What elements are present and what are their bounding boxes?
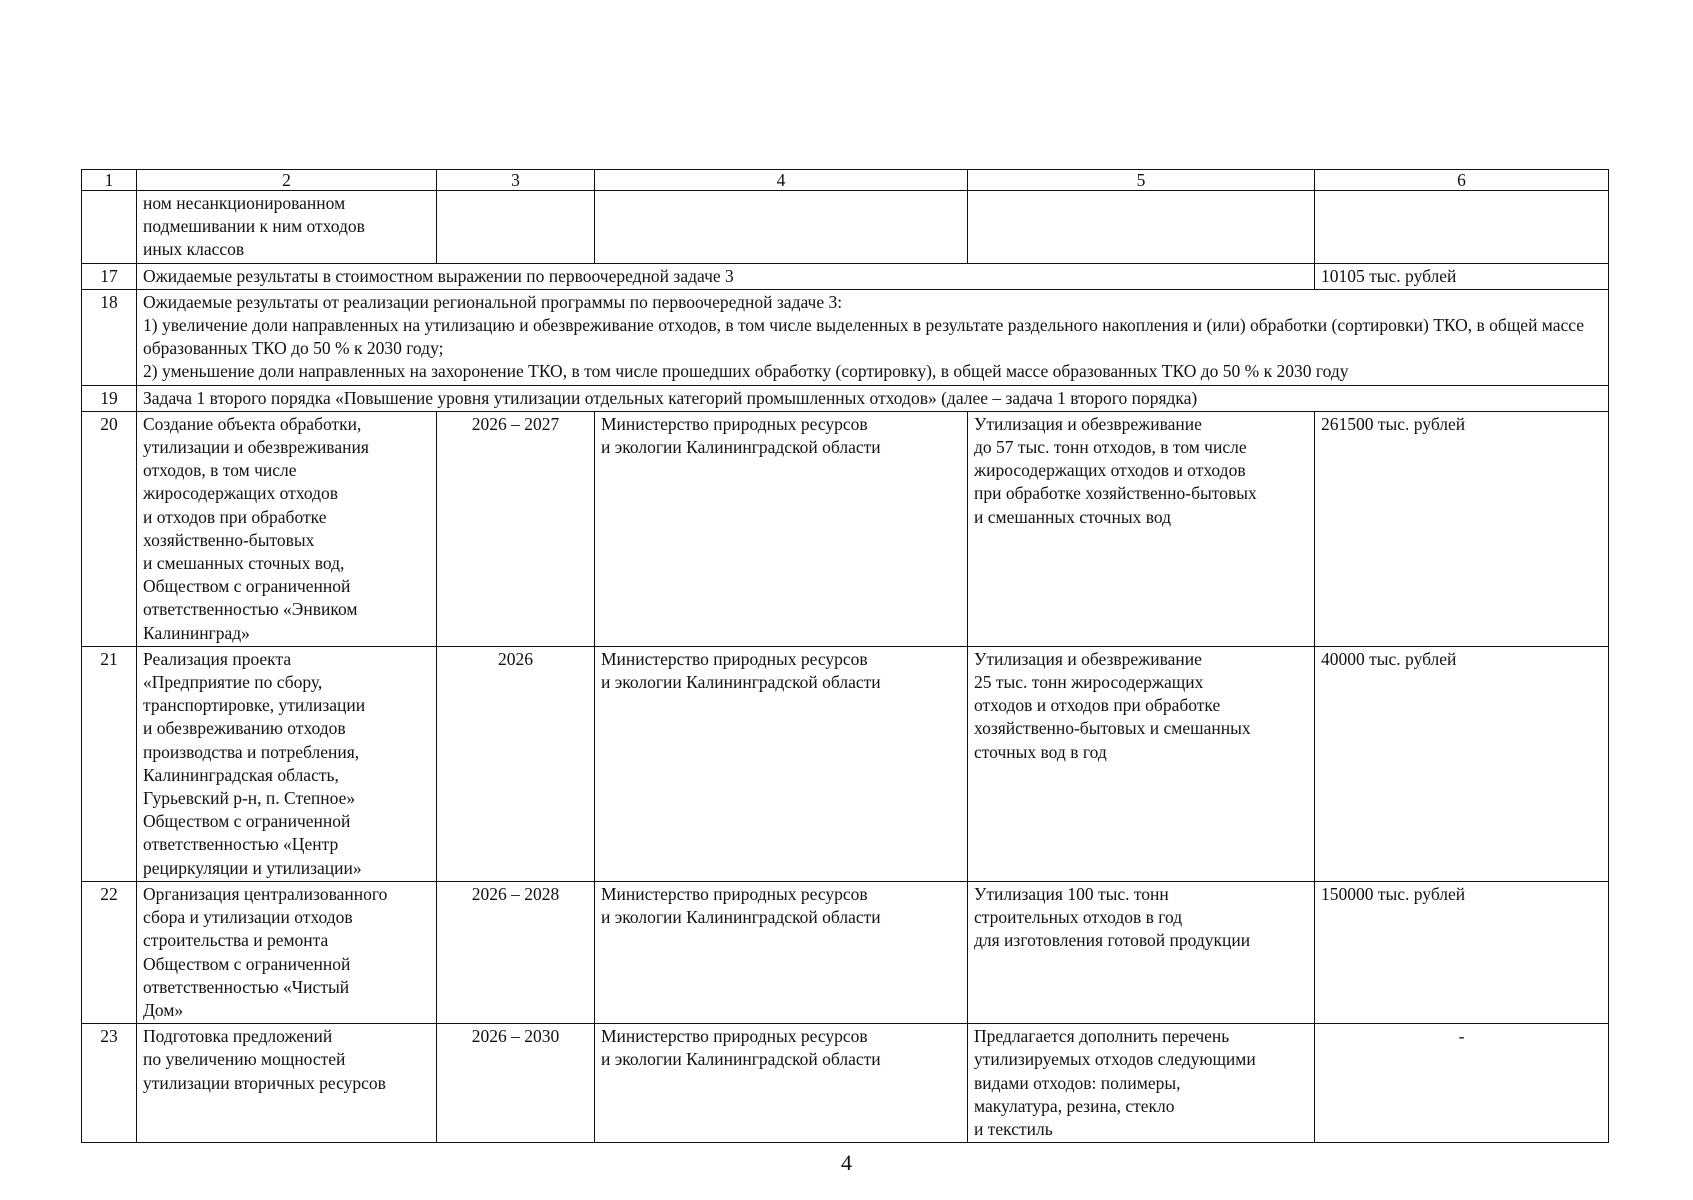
row-number: 18 [82, 289, 137, 385]
executor: Министерство природных ресурсов и экологии Калининградской области [595, 1024, 968, 1143]
table-row [82, 1024, 1609, 1143]
column-number-4: 4 [595, 170, 968, 191]
row-number: 20 [82, 411, 137, 646]
program-table [81, 169, 1609, 1143]
table-row [82, 646, 1609, 881]
period: 2026 [437, 646, 595, 881]
period: 2026 – 2027 [437, 411, 595, 646]
cost: 40000 тыс. рублей [1315, 646, 1609, 881]
executor: Министерство природных ресурсов и экологии Калининградской области [595, 646, 968, 881]
cost: 261500 тыс. рублей [1315, 411, 1609, 646]
table-row-18 [82, 289, 1609, 385]
measure-name: Организация централизованного сбора и утилизации отходов строительства и ремонта Обществом с ограниченной ответственностью «Чистый Дом» [137, 881, 437, 1023]
cost: 150000 тыс. рублей [1315, 881, 1609, 1023]
table-row-17 [82, 263, 1609, 289]
period: 2026 – 2028 [437, 881, 595, 1023]
empty-cell [595, 191, 968, 264]
row-number: 19 [82, 385, 137, 411]
table-header-row [82, 170, 1609, 191]
column-number-6: 6 [1315, 170, 1609, 191]
empty-cell [968, 191, 1315, 264]
table-row-19 [82, 385, 1609, 411]
period: 2026 – 2030 [437, 1024, 595, 1143]
page-number: 4 [841, 1150, 852, 1175]
executor: Министерство природных ресурсов и экологии Калининградской области [595, 411, 968, 646]
measure-name: Реализация проекта «Предприятие по сбору, транспортировке, утилизации и обезвреживанию отходов производства и потребления, Калининградская область, Гурьевский р-н, п. Степное» Обществом с ограниченной ответственностью «Центр рециркуляции и утилизации» [137, 646, 437, 881]
continuation-row [82, 191, 1609, 264]
measure-name: Создание объекта обработки, утилизации и обезвреживания отходов, в том числе жиросодержащих отходов и отходов при обработке хозяйственно-бытовых и смешанных сточных вод, Обществом с ограниченной ответственностью «Энвиком Калининград» [137, 411, 437, 646]
row-number [82, 191, 137, 264]
empty-cell [1315, 191, 1609, 264]
table-row [82, 881, 1609, 1023]
task-heading: Задача 1 второго порядка «Повышение уровня утилизации отдельных категорий промышленных отходов» (далее – задача 1 второго порядка) [137, 385, 1609, 411]
table-row [82, 411, 1609, 646]
expected-result: Утилизация и обезвреживание 25 тыс. тонн жиросодержащих отходов и отходов при обработке хозяйственно-бытовых и смешанных сточных вод в год [968, 646, 1315, 881]
column-number-5: 5 [968, 170, 1315, 191]
expected-cost-value: 10105 тыс. рублей [1315, 263, 1609, 289]
expected-results-text: Ожидаемые результаты от реализации региональной программы по первоочередной задаче 3: 1) увеличение доли направленных на утилизацию и обезвреживание отходов, в том числе выделенных в результате раздельного накопления и (или) обработки (сортировки) ТКО, в общей массе образованных ТКО до 50 % к 2030 году; 2) уменьшение доли направленных на захоронение ТКО, в том числе прошедших обработку (сортировку), в общей массе образованных ТКО до 50 % к 2030 году [137, 289, 1609, 385]
executor: Министерство природных ресурсов и экологии Калининградской области [595, 881, 968, 1023]
column-number-3: 3 [437, 170, 595, 191]
expected-result: Утилизация и обезвреживание до 57 тыс. тонн отходов, в том числе жиросодержащих отходов и отходов при обработке хозяйственно-бытовых и смешанных сточных вод [968, 411, 1315, 646]
expected-result: Предлагается дополнить перечень утилизируемых отходов следующими видами отходов: полимеры, макулатура, резина, стекло и текстиль [968, 1024, 1315, 1143]
row-number: 22 [82, 881, 137, 1023]
cost: - [1315, 1024, 1609, 1143]
row-number: 23 [82, 1024, 137, 1143]
column-number-1: 1 [82, 170, 137, 191]
expected-cost-results-label: Ожидаемые результаты в стоимостном выражении по первоочередной задаче 3 [137, 263, 1315, 289]
expected-result: Утилизация 100 тыс. тонн строительных отходов в год для изготовления готовой продукции [968, 881, 1315, 1023]
row-number: 17 [82, 263, 137, 289]
empty-cell [437, 191, 595, 264]
column-number-2: 2 [137, 170, 437, 191]
row-number: 21 [82, 646, 137, 881]
continued-text: ном несанкционированном подмешивании к ним отходов иных классов [137, 191, 437, 264]
measure-name: Подготовка предложений по увеличению мощностей утилизации вторичных ресурсов [137, 1024, 437, 1143]
